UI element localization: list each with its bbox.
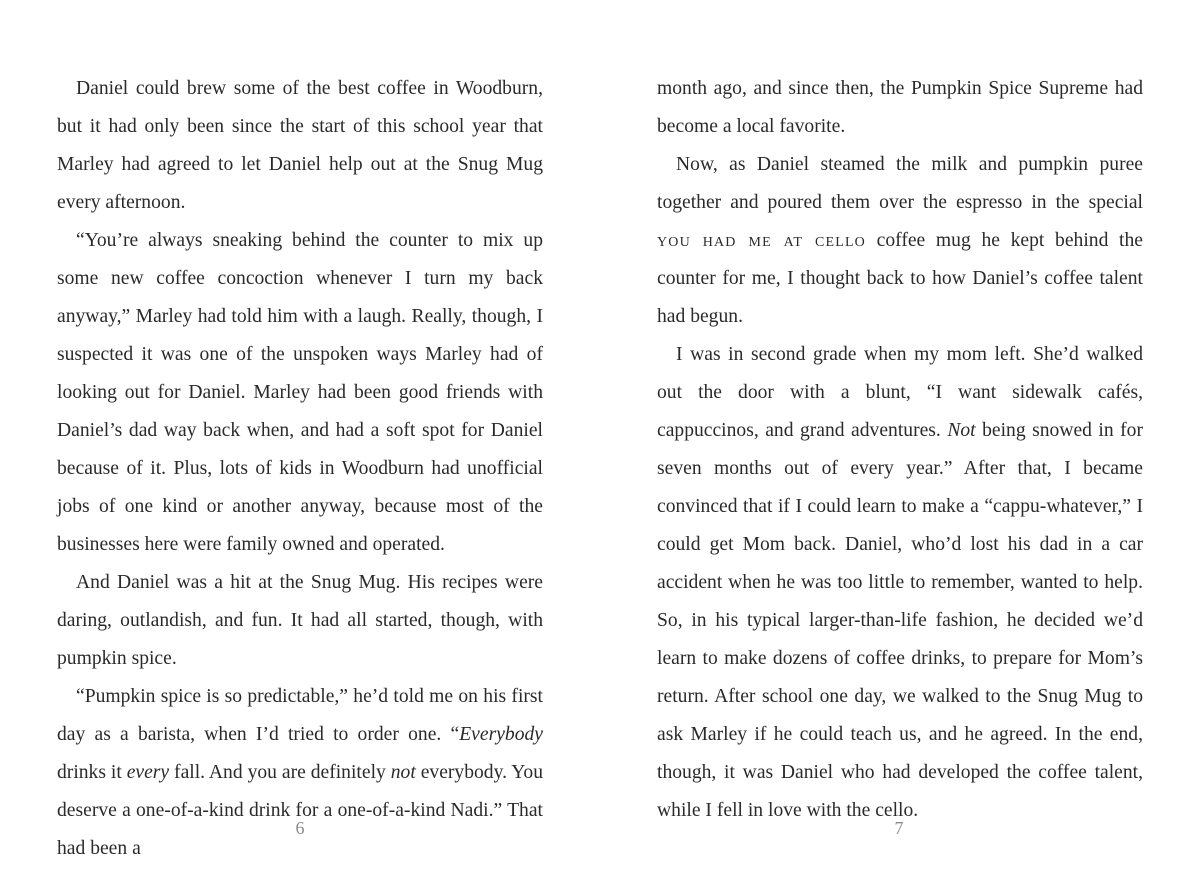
- right-page-body: [657, 70, 1143, 830]
- text-run: Daniel could brew some of the best coffee in Woodburn, but it had only been since the start of this school year that Marley had agreed to let Daniel help out at the Snug Mug every afternoon.: [57, 78, 543, 213]
- paragraph: [57, 70, 543, 222]
- emphasis-text: Everybody: [459, 724, 543, 745]
- text-run: And Daniel was a hit at the Snug Mug. His recipes were daring, outlandish, and fun. It had all started, though, with pumpkin spice.: [57, 572, 543, 669]
- left-page-body: [57, 70, 543, 868]
- emphasis-text: Not: [947, 420, 976, 441]
- text-run: Now, as Daniel steamed the milk and pumpkin puree together and poured them over the espresso in the special: [657, 154, 1143, 213]
- text-run: coffee mug he kept behind the counter for me, I thought back to how Daniel’s coffee talent had begun.: [657, 230, 1143, 327]
- text-run: month ago, and since then, the Pumpkin Spice Supreme had become a local favorite.: [657, 78, 1143, 137]
- text-run: I was in second grade when my mom left. She’d walked out the door with a blunt, “I want sidewalk cafés, cappuccinos, and grand adventures.: [657, 344, 1143, 441]
- paragraph: [657, 146, 1143, 336]
- paragraph: [657, 70, 1143, 146]
- text-run: “Pumpkin spice is so predictable,” he’d told me on his first day as a barista, when I’d tried to order one. “: [57, 686, 543, 745]
- paragraph: [57, 222, 543, 564]
- right-page-number: 7: [894, 818, 904, 838]
- text-run: drinks it: [57, 762, 127, 783]
- paragraph: [57, 678, 543, 868]
- text-run: fall. And you are definitely: [169, 762, 391, 783]
- left-page-number: 6: [295, 818, 305, 838]
- emphasis-text: not: [390, 762, 416, 783]
- paragraph: [57, 564, 543, 678]
- text-run: “You’re always sneaking behind the counter to mix up some new coffee concoction whenever I turn my back anyway,” Marley had told him with a laugh. Really, though, I suspected it was one of the unspoken ways Marley had of looking out for Daniel. Marley had been good friends with Daniel’s dad way back when, and had a soft spot for Daniel because of it. Plus, lots of kids in Woodburn had unofficial jobs of one kind or another anyway, because most of the businesses here were family owned and operated.: [57, 230, 543, 555]
- text-run: everybody. You deserve a one-of-a-kind drink for a one-of-a-kind Nadi.” That had been a: [57, 762, 544, 859]
- text-run: being snowed in for seven months out of every year.” After that, I became convinced that if I could learn to make a “cappu-whatever,” I could get Mom back. Daniel, who’d lost his dad in a car accident when he was too little to remember, wanted to help. So, in his typical larger-than-life fashion, he decided we’d learn to make dozens of coffee drinks, to prepare for Mom’s return. After school one day, we walked to the Snug Mug to ask Marley if he could teach us, and he agreed. In the end, though, it was Daniel who had developed the coffee talent, while I fell in love with the cello.: [657, 420, 1143, 821]
- paragraph: [657, 336, 1143, 830]
- small-caps-text: you had me at cello: [657, 230, 866, 251]
- emphasis-text: every: [126, 762, 170, 783]
